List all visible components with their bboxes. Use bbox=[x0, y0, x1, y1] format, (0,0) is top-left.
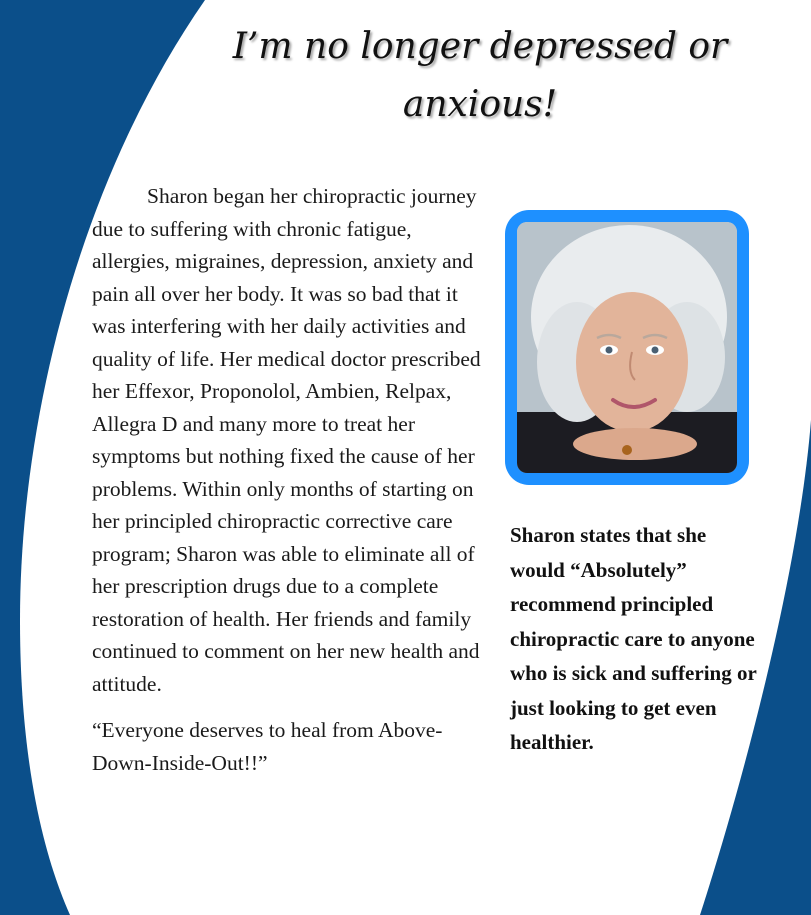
story-paragraph: Sharon began her chiropractic journey due to suffering with chronic fatigue, allergies, migraines, depression, anxiety and pain all over her body. It was so bad that it was interfering with her daily activities and quality of life. Her medical doctor prescribed her Effexor, Proponolol, Ambien, Relpax, Allegra D and many more to treat her symptoms but nothing fixed the cause of her problems. Within only months of starting on her principled chiropractic corrective care program; Sharon was able to eliminate all of her prescription drugs due to a complete restoration of health. Her friends and family continued to comment on her new health and attitude. bbox=[92, 184, 481, 696]
page-title: I’m no longer depressed or anxious! bbox=[232, 26, 728, 125]
portrait-photo bbox=[517, 222, 737, 473]
recommendation-statement: Sharon states that she would “Absolutely” recommend principled chiropractic care to anyone who is sick and suffering or just looking to get even healthier. bbox=[510, 523, 757, 754]
story-quote: “Everyone deserves to heal from Above-Down-Inside-Out!!” bbox=[92, 718, 443, 775]
story-text bbox=[92, 180, 490, 779]
photo-frame bbox=[505, 210, 749, 485]
portrait-illustration bbox=[517, 222, 737, 473]
